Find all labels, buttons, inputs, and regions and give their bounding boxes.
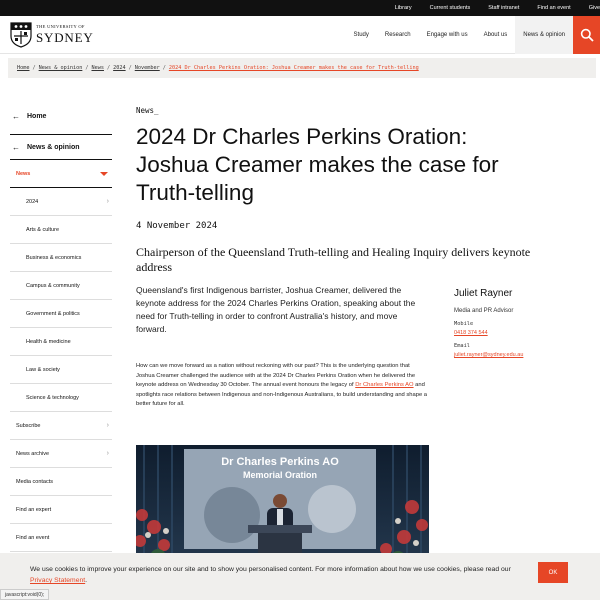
nav-engage[interactable]: Engage with us (426, 32, 468, 38)
university-logo[interactable] (10, 16, 94, 54)
body-text: and spotlights race relations between Indigenous and non-Indigenous Australians, to build understanding and shape a better future for all. (136, 382, 428, 407)
arrow-left-icon: ← (12, 111, 20, 121)
sidebar-item-news-archive[interactable] (10, 440, 112, 468)
nav-about[interactable]: About us (483, 32, 508, 38)
sidebar-item-label: Law & society (26, 366, 60, 373)
sidebar-item-find-expert[interactable] (10, 496, 112, 524)
breadcrumb-news-opinion[interactable]: News & opinion (38, 65, 83, 71)
sidebar-news-opinion-link[interactable] (10, 135, 112, 159)
contact-name: Juliet Rayner (454, 288, 513, 299)
media-contact (454, 288, 594, 358)
cookie-text (30, 564, 530, 586)
search-icon (580, 28, 594, 42)
sidebar-news-opinion-label: News & opinion (27, 143, 80, 151)
search-button[interactable] (573, 16, 600, 54)
nav-news-opinion[interactable]: News & opinion (515, 16, 573, 54)
sidebar-item-label: Campus & community (26, 282, 80, 289)
crest-icon (10, 22, 32, 48)
sidebar-item-subscribe[interactable] (10, 412, 112, 440)
sidebar-item-label: Science & technology (26, 394, 79, 401)
contact-role: Media and PR Advisor (454, 308, 514, 314)
utility-bar (0, 0, 600, 16)
chevron-right-icon: › (106, 198, 109, 205)
oration-stage-image (136, 445, 429, 565)
chevron-right-icon: › (106, 450, 109, 457)
article-lead: Queensland's first Indigenous barrister, Joshua Creamer, delivered the keynote address for the 2024 Charles Perkins Oration, speaking about the need for Truth-telling in order to confront Australia's history, and move forward. (136, 285, 416, 334)
sidebar-item-campus-community[interactable] (10, 272, 112, 300)
section-label: News_ (136, 106, 159, 115)
sidebar-item-label: Arts & culture (26, 226, 60, 233)
cookie-ok-button[interactable]: OK (538, 562, 568, 583)
breadcrumb-news[interactable]: News (91, 65, 104, 71)
article-body-paragraph (136, 362, 428, 410)
breadcrumb: Home / News & opinion / News / 2024 / November / 2024 Dr Charles Perkins Oration: Joshua Creamer makes the case for Truth-telling (8, 58, 596, 78)
sidebar-item-health-medicine[interactable] (10, 328, 112, 356)
privacy-statement-link[interactable]: Privacy Statement (30, 577, 86, 584)
breadcrumb-2024[interactable]: 2024 (113, 65, 126, 71)
breadcrumb-november[interactable]: November (134, 65, 160, 71)
utility-link-library[interactable]: Library (394, 5, 412, 11)
caret-down-icon (100, 172, 108, 176)
browser-status-bar: javascript:void(0); (0, 589, 49, 600)
arrow-left-icon: ← (12, 142, 20, 152)
contact-mobile-label: Mobile (454, 321, 474, 327)
sidebar-item-business-economics[interactable] (10, 244, 112, 272)
sidebar-item-find-event[interactable] (10, 524, 112, 552)
nav-study[interactable]: Study (353, 32, 369, 38)
contact-email-label: Email (454, 343, 470, 349)
sidebar-item-label: Find an expert (16, 506, 52, 513)
cookie-message-end: . (85, 577, 88, 584)
sidebar-home-label: Home (27, 112, 47, 120)
sidebar-item-label: Find an event (16, 534, 50, 541)
logo-big-text: SYDNEY (36, 29, 94, 45)
sidebar-item-science-technology[interactable] (10, 384, 112, 412)
breadcrumb-home[interactable]: Home (17, 65, 30, 71)
banner-title: Dr Charles Perkins AO (221, 456, 339, 468)
sidebar-item-government-politics[interactable] (10, 300, 112, 328)
body-text: How can we move forward as a nation without reckoning with our past? This is the underlying question that Joshua Creamer challenged the audience with at the 2024 Dr Charles Perkins Oration when he delivered the keynote address on Wednesday 30 October. The annual event honours the legacy of (136, 363, 416, 388)
main-nav (346, 16, 573, 54)
sidebar-item-label: Business & economics (26, 254, 82, 261)
chevron-right-icon: › (106, 422, 109, 429)
breadcrumb-current[interactable]: 2024 Dr Charles Perkins Oration: Joshua Creamer makes the case for Truth-telling (168, 65, 419, 71)
sidebar-item-label: Media contacts (16, 478, 53, 485)
cookie-message: We use cookies to improve your experience on our site and to show you personalised content. For more information about how we use cookies, please read our (30, 566, 511, 573)
sidebar (10, 104, 112, 552)
sidebar-item-arts-culture[interactable] (10, 216, 112, 244)
sidebar-item-label: Government & politics (26, 310, 80, 317)
sidebar-item-law-society[interactable] (10, 356, 112, 384)
sidebar-item-label: Health & medicine (26, 338, 71, 345)
sidebar-item-label: 2024 (26, 198, 39, 205)
logo-small-text: THE UNIVERSITY OF (36, 24, 85, 30)
sidebar-item-label: News (16, 170, 31, 177)
contact-mobile-link[interactable]: 0418 374 544 (454, 330, 488, 336)
cookie-banner (0, 553, 600, 600)
banner-subtitle: Memorial Oration (242, 470, 318, 480)
sidebar-item-media-contacts[interactable] (10, 468, 112, 496)
page-title: 2024 Dr Charles Perkins Oration: Joshua Creamer makes the case for Truth-telling (136, 124, 499, 205)
charles-perkins-link[interactable]: Dr Charles Perkins AO (355, 382, 414, 388)
contact-email-link[interactable]: juliet.rayner@sydney.edu.au (454, 352, 524, 358)
site-header (0, 16, 600, 54)
sidebar-home-link[interactable] (10, 104, 112, 128)
sidebar-item-label: Subscribe (16, 422, 41, 429)
nav-research[interactable]: Research (384, 32, 411, 38)
utility-link-find-event[interactable]: Find an event (537, 5, 571, 11)
utility-link-give[interactable]: Give (588, 5, 600, 11)
article-date: 4 November 2024 (136, 221, 218, 231)
article-photo (136, 445, 429, 565)
sidebar-item-news[interactable] (10, 160, 112, 188)
sidebar-item-label: News archive (16, 450, 50, 457)
article-standfirst: Chairperson of the Queensland Truth-telling and Healing Inquiry delivers keynote address (136, 245, 531, 274)
sidebar-item-2024[interactable] (10, 188, 112, 216)
utility-link-current-students[interactable]: Current students (429, 5, 471, 11)
utility-link-staff-intranet[interactable]: Staff intranet (488, 5, 520, 11)
